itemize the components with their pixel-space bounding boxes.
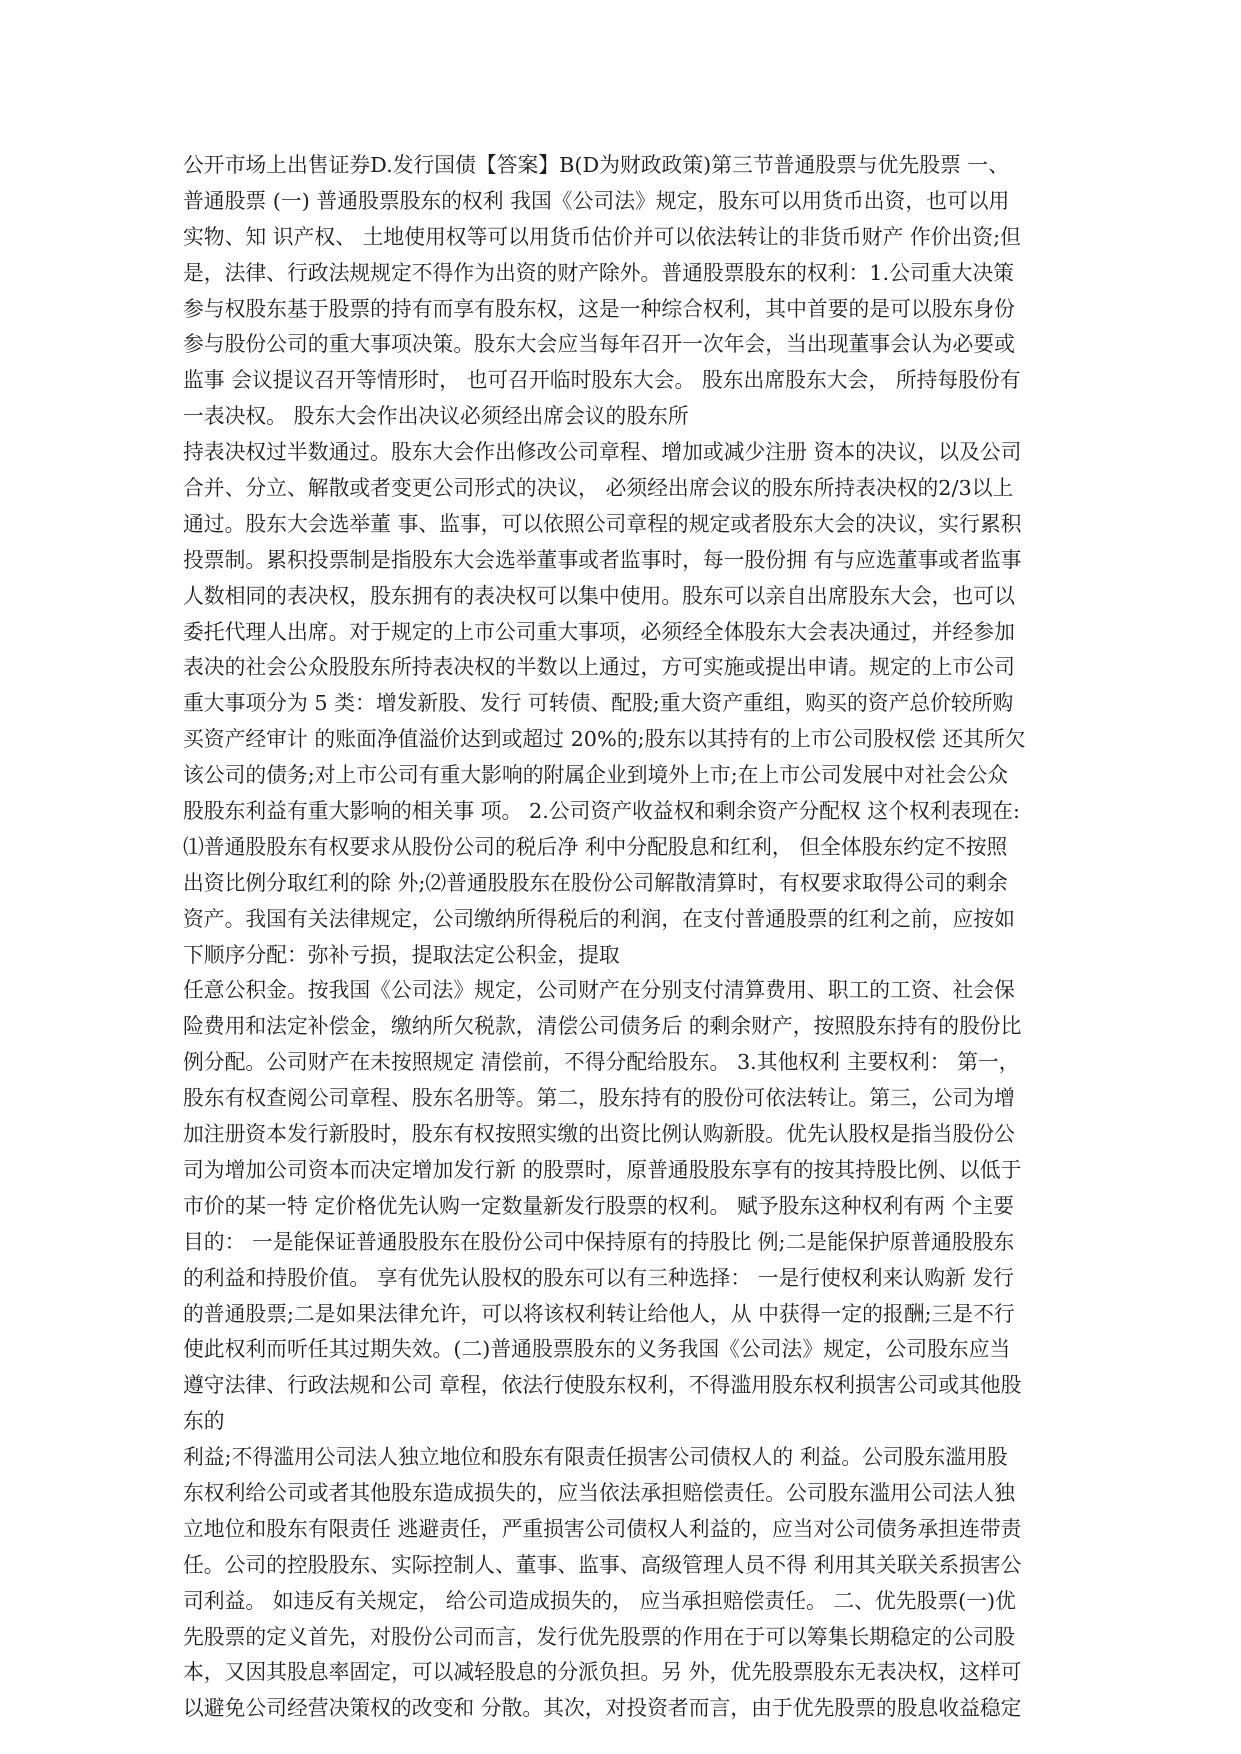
text-line: 的普通股票;二是如果法律允许，可以将该权利转让给他人，从 中获得一定的报酬;三是不行 [183,1301,1015,1326]
text-line: 任。公司的控股股东、实际控制人、董事、监事、高级管理人员不得 利用其关联关系损害公 [183,1552,1022,1577]
text-line: 该公司的债务;对上市公司有重大影响的附属企业到境外上市;在上市公司发展中对社会公众 [183,763,1009,788]
text-line: 例分配。公司财产在未按照规定 清偿前，不得分配给股东。 3.其他权利 主要权利： 第一， [183,1050,1020,1075]
text-line: 本，又因其股息率固定，可以减轻股息的分派负担。另 外，优先股票股东无表决权，这样可 [183,1660,1022,1685]
text-line: ⑴普通股股东有权要求从股份公司的税后净 利中分配股息和红利， 但全体股东约定不按照 [183,834,1008,859]
text-line: 投票制。累积投票制是指股东大会选举董事或者监事时，每一股份拥 有与应选董事或者监事 [183,547,1022,572]
text-line: 遵守法律、行政法规和公司 章程，依法行使股东权利，不得滥用股东权利损害公司或其他股 [183,1373,1022,1398]
text-line: 表决的社会公众股股东所持表决权的半数以上通过，方可实施或提出申请。规定的上市公司 [183,655,1015,680]
text-line: 东的 [183,1409,225,1434]
text-line: 出资比例分取红利的除 外;⑵普通股股东在股份公司解散清算时，有权要求取得公司的剩余 [183,870,1008,895]
text-line: 目的： 一是能保证普通股股东在股份公司中保持原有的持股比 例;二是能保护原普通股股东 [183,1229,1015,1254]
text-line: 以避免公司经营决策权的改变和 分散。其次，对投资者而言，由于优先股票的股息收益稳定 [183,1696,1022,1721]
text-line: 股股东利益有重大影响的相关事 项。 2.公司资产收益权和剩余资产分配权 这个权利表现在: [183,799,1020,824]
text-line: 司为增加公司资本而决定增加发行新 的股票时，原普通股股东享有的按其持股比例、以低于 [183,1157,1022,1182]
text-line: 利益;不得滥用公司法人独立地位和股东有限责任损害公司债权人的 利益。公司股东滥用股 [183,1445,1008,1470]
text-line: 的利益和持股价值。 享有优先认股权的股东可以有三种选择： 一是行使权利来认购新 发行 [183,1265,1014,1290]
text-line: 参与股份公司的重大事项决策。股东大会应当每年召开一次年会，当出现董事会认为必要或 [183,332,1015,357]
text-line: 是，法律、行政法规规定不得作为出资的财产除外。普通股票股东的权利：1.公司重大决策 [183,260,1014,285]
text-line: 使此权利而听任其过期失效。(二)普通股票股东的义务我国《公司法》规定，公司股东应当 [183,1337,1011,1362]
text-line: 重大事项分为 5 类：增发新股、发行 可转债、配股;重大资产重组，购买的资产总价较所购 [183,691,1014,716]
text-line: 资产。我国有关法律规定，公司缴纳所得税后的利润，在支付普通股票的红利之前，应按如 [183,906,1015,931]
text-line: 人数相同的表决权，股东拥有的表决权可以集中使用。股东可以亲自出席股东大会，也可以 [183,583,1015,608]
text-line: 公开市场上出售证券D.发行国债【答案】B(D为财政政策)第三节普通股票与优先股票 一、 [183,153,1010,177]
text-line: 股东有权查阅公司章程、股东名册等。第二，股东持有的股份可依法转让。第三，公司为增 [183,1086,1015,1111]
text-line: 持表决权过半数通过。股东大会作出修改公司章程、增加或减少注册 资本的决议，以及公司 [183,440,1022,465]
text-line: 普通股票 (一) 普通股票股东的权利 我国《公司法》规定，股东可以用货币出资，也可以用 [183,188,1010,213]
text-line: 委托代理人出席。对于规定的上市公司重大事项，必须经全体股东大会表决通过，并经参加 [183,619,1015,644]
text-line: 参与权股东基于股票的持有而享有股东权，这是一种综合权利，其中首要的是可以股东身份 [183,296,1015,321]
text-line: 买资产经审计 的账面净值溢价达到或超过 20%的;股东以其持有的上市公司股权偿 还其所欠 [183,727,1026,752]
text-line: 实物、知 识产权、 土地使用权等可以用货币估价并可以依法转让的非货币财产 作价出资;但 [183,224,1021,249]
text-line: 任意公积金。按我国《公司法》规定，公司财产在分别支付清算费用、职工的工资、社会保 [183,978,1015,1003]
text-line: 司利益。 如违反有关规定， 给公司造成损失的， 应当承担赔偿责任。 二、优先股票(一)优 [183,1588,1016,1613]
text-line: 一表决权。 股东大会作出决议必须经出席会议的股东所 [183,404,689,429]
text-line: 东权利给公司或者其他股东造成损失的，应当依法承担赔偿责任。公司股东滥用公司法人独 [183,1480,1015,1505]
text-line: 立地位和股东有限责任 逃避责任，严重损害公司债权人利益的，应当对公司债务承担连带责 [183,1516,1022,1541]
text-line: 加注册资本发行新股时，股东有权按照实缴的出资比例认购新股。优先认股权是指当股份公 [183,1122,1015,1147]
text-line: 监事 会议提议召开等情形时， 也可召开临时股东大会。 股东出席股东大会， 所持每股份有 [183,368,1021,393]
text-line: 险费用和法定补偿金，缴纳所欠税款，清偿公司债务后 的剩余财产，按照股东持有的股份比 [183,1014,1022,1039]
text-line: 下顺序分配：弥补亏损，提取法定公积金，提取 [183,942,620,967]
text-line: 通过。股东大会选举董 事、监事，可以依照公司章程的规定或者股东大会的决议，实行累积 [183,511,1022,536]
text-line: 市价的某一特 定价格优先认购一定数量新发行股票的权利。 赋予股东这种权利有两 个主要 [183,1193,1014,1218]
text-line: 先股票的定义首先，对股份公司而言，发行优先股票的作用在于可以筹集长期稳定的公司股 [183,1624,1015,1649]
body-text [183,148,1063,1727]
text-line: 合并、分立、解散或者变更公司形式的决议， 必须经出席会议的股东所持表决权的2/3以上 [183,476,1014,501]
